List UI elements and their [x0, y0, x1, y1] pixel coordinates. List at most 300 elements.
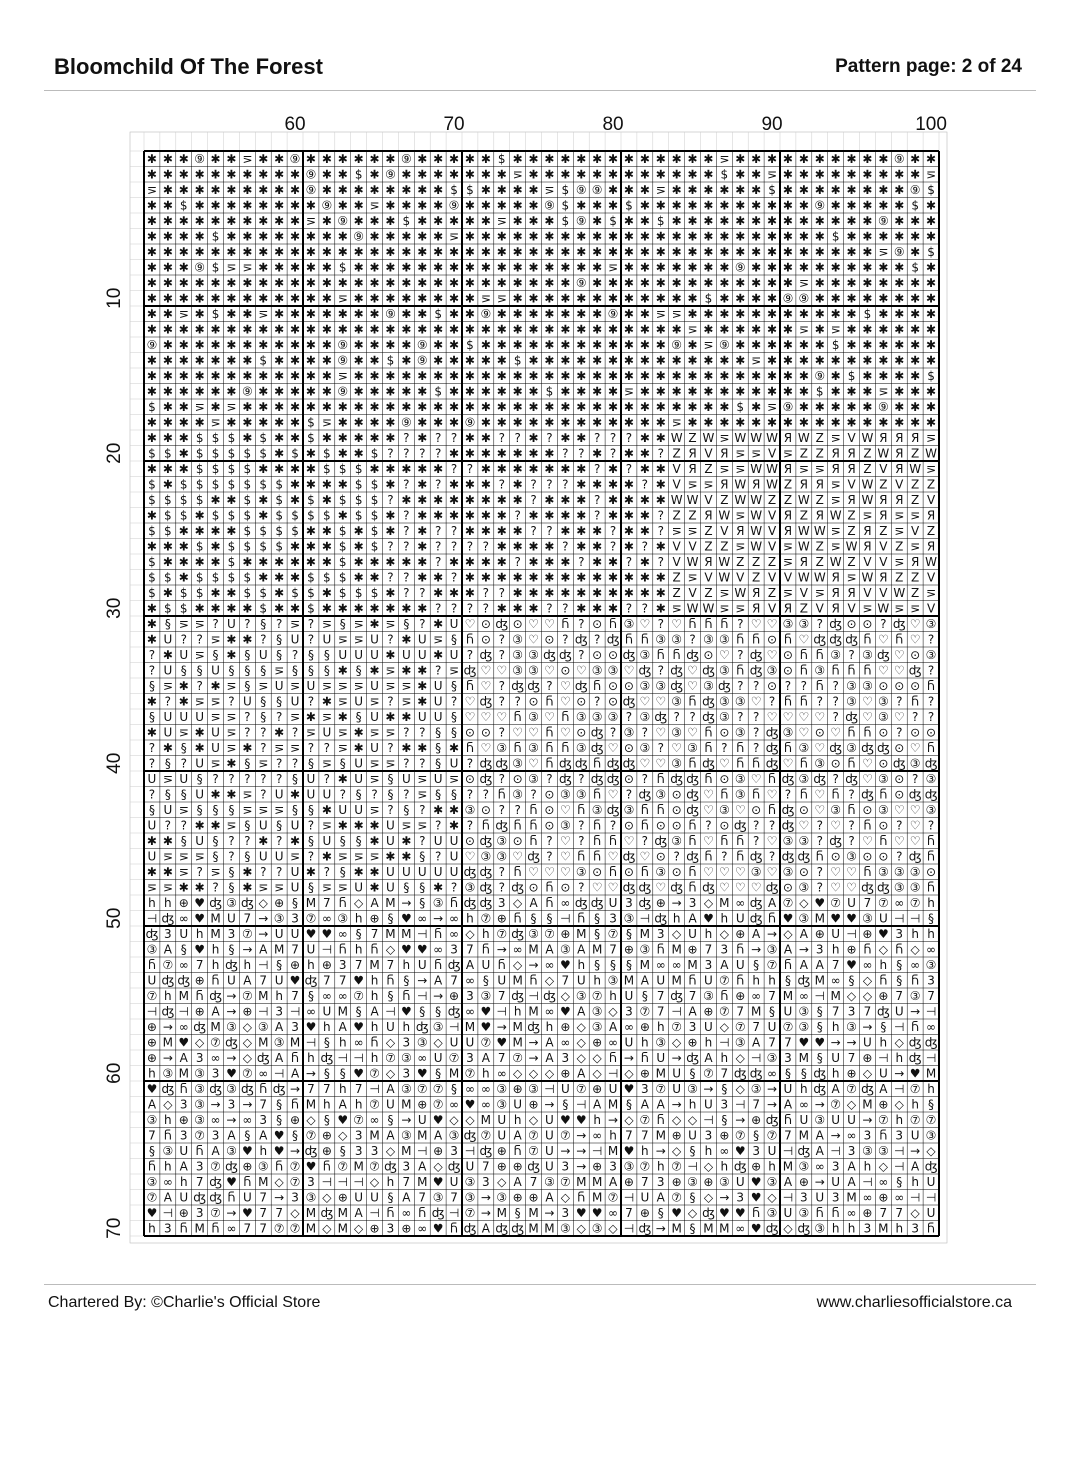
stitch-symbol: Ⴌ [657, 772, 665, 787]
stitch-symbol: ∞ [369, 1113, 380, 1128]
stitch-symbol: ⑦ [528, 1144, 539, 1159]
stitch-symbol: $ [259, 601, 268, 616]
stitch-symbol: ⊣ [544, 1082, 555, 1097]
stitch-symbol: 3 [561, 1051, 570, 1066]
stitch-symbol: $ [227, 462, 236, 477]
stitch-symbol: $ [561, 198, 570, 213]
stitch-symbol: W [702, 601, 715, 616]
stitch-symbol: Ⴌ [180, 1082, 188, 1097]
stitch-symbol: ∞ [894, 1190, 905, 1205]
stitch-symbol: ✱ [401, 322, 412, 337]
stitch-symbol: ⊙ [623, 865, 634, 880]
stitch-symbol: A [370, 896, 379, 911]
stitch-symbol: ⑨ [400, 152, 412, 167]
stitch-symbol: ⊙ [894, 679, 905, 694]
stitch-symbol: ? [403, 787, 410, 802]
stitch-symbol: ⊕ [878, 1190, 889, 1205]
stitch-symbol: Ⴌ [625, 632, 633, 647]
stitch-symbol: ? [514, 431, 521, 446]
stitch-symbol: 7 [195, 958, 204, 973]
stitch-symbol: Ⴌ [863, 725, 872, 740]
stitch-symbol: Ⴌ [736, 973, 744, 988]
stitch-symbol: ✱ [496, 539, 507, 554]
stitch-symbol: W [813, 570, 826, 585]
stitch-symbol: ✱ [178, 260, 189, 275]
stitch-symbol: ʤ [702, 1206, 715, 1221]
stitch-symbol: Ⴌ [466, 632, 474, 647]
stitch-symbol: M [401, 1144, 412, 1159]
stitch-symbol: → [671, 1051, 682, 1066]
stitch-symbol: ⊣ [894, 1144, 905, 1159]
stitch-symbol: M [194, 1221, 205, 1236]
stitch-symbol: Я [751, 586, 761, 601]
stitch-symbol: Z [895, 570, 904, 585]
stitch-symbol: ✱ [623, 524, 634, 539]
stitch-symbol: § [451, 679, 458, 694]
stitch-symbol: ✱ [512, 183, 523, 198]
stitch-symbol: Ⴌ [577, 803, 585, 818]
stitch-symbol: ✱ [369, 617, 380, 632]
stitch-symbol: U [545, 1159, 554, 1174]
stitch-symbol: U [274, 849, 284, 864]
stitch-symbol: ⋝ [735, 508, 746, 523]
stitch-symbol: M [401, 927, 412, 942]
stitch-symbol: ③ [496, 834, 508, 849]
stitch-symbol: ʤ [813, 1082, 827, 1097]
stitch-symbol: § [451, 1082, 458, 1097]
stitch-symbol: ✱ [162, 183, 173, 198]
stitch-symbol: ʤ [622, 849, 636, 864]
stitch-symbol: ♡ [544, 617, 555, 632]
stitch-symbol: ? [689, 632, 696, 647]
stitch-symbol: ✱ [401, 353, 412, 368]
stitch-symbol: ? [450, 524, 458, 539]
stitch-symbol: ? [450, 694, 458, 709]
stitch-symbol: ✱ [242, 338, 253, 353]
stitch-symbol: ✱ [623, 214, 634, 229]
stitch-symbol: ✱ [210, 555, 221, 570]
stitch-symbol: h [164, 989, 172, 1004]
stitch-symbol: $ [338, 586, 347, 601]
stitch-symbol: M [528, 1221, 539, 1236]
stitch-symbol: ✱ [576, 152, 587, 167]
stitch-symbol: ✱ [814, 338, 825, 353]
stitch-symbol: ③ [671, 725, 683, 740]
stitch-symbol: ʤ [892, 617, 906, 632]
stitch-symbol: § [164, 787, 171, 802]
stitch-symbol: ◇ [465, 1113, 475, 1128]
stitch-symbol: ʤ [527, 1020, 540, 1035]
stitch-symbol: A [608, 1175, 618, 1190]
stitch-symbol: ✱ [894, 415, 905, 430]
stitch-symbol: Ⴌ [370, 1035, 379, 1050]
stitch-symbol: ✱ [417, 307, 428, 322]
stitch-symbol: ✱ [592, 477, 603, 492]
stitch-symbol: Z [815, 493, 824, 508]
stitch-symbol: ⑦ [369, 1097, 380, 1112]
stitch-symbol: Ⴌ [577, 1190, 585, 1205]
stitch-symbol: ③ [718, 803, 730, 818]
stitch-symbol: ✱ [274, 322, 285, 337]
stitch-symbol: Ⴌ [831, 1206, 840, 1221]
stitch-symbol: ◇ [544, 973, 555, 988]
stitch-symbol: ✱ [258, 245, 269, 260]
stitch-symbol: ✱ [814, 245, 825, 260]
stitch-symbol: ③ [846, 694, 857, 709]
stitch-symbol: ✱ [433, 586, 444, 601]
stitch-symbol: ⊣ [417, 1144, 428, 1159]
stitch-symbol: U [147, 849, 157, 864]
stitch-symbol: ✱ [194, 307, 205, 322]
stitch-symbol: ⊙ [576, 725, 587, 740]
stitch-symbol: $ [307, 570, 315, 585]
stitch-symbol: ③ [925, 617, 937, 632]
stitch-symbol: ◇ [560, 1190, 570, 1205]
stitch-symbol: ✱ [369, 229, 380, 244]
stitch-symbol: ✱ [655, 462, 666, 477]
stitch-symbol: ✱ [639, 353, 650, 368]
stitch-symbol: ✱ [274, 276, 285, 291]
stitch-symbol: ? [752, 818, 760, 833]
stitch-symbol: U [910, 1128, 920, 1143]
stitch-symbol: A [640, 1097, 649, 1112]
stitch-symbol: Ⴌ [879, 973, 888, 988]
stitch-symbol: ⋝ [417, 787, 428, 802]
stitch-symbol: ʤ [797, 849, 811, 864]
stitch-symbol: ✱ [290, 601, 301, 616]
stitch-symbol: ③ [830, 803, 842, 818]
stitch-symbol: ✱ [703, 415, 714, 430]
stitch-symbol: ∞ [512, 942, 523, 957]
stitch-symbol: ⑨ [893, 245, 905, 260]
stitch-symbol: ♥ [750, 1221, 762, 1236]
stitch-symbol: ✱ [194, 369, 205, 384]
stitch-symbol: ✱ [353, 338, 364, 353]
stitch-symbol: ◇ [433, 1159, 443, 1174]
stitch-symbol: ? [562, 446, 569, 461]
stitch-symbol: ✱ [353, 539, 364, 554]
stitch-symbol: 7 [784, 1128, 792, 1143]
stitch-symbol: ✱ [798, 338, 809, 353]
stitch-symbol: ③ [528, 1082, 539, 1097]
stitch-symbol: ✱ [608, 555, 619, 570]
stitch-symbol: Я [863, 524, 872, 539]
stitch-symbol: ③ [512, 663, 524, 678]
stitch-symbol: Ⴌ [259, 1082, 267, 1097]
stitch-symbol: ∞ [608, 1035, 619, 1050]
stitch-symbol: 3 [450, 1144, 458, 1159]
stitch-symbol: ✱ [385, 338, 396, 353]
stitch-symbol: 3 [275, 1004, 283, 1019]
stitch-symbol: M [576, 927, 587, 942]
stitch-symbol: M [528, 1206, 539, 1221]
stitch-symbol: ⊙ [671, 787, 682, 802]
stitch-symbol: ? [307, 617, 315, 632]
stitch-symbol: ③ [718, 632, 730, 647]
stitch-symbol: ⋝ [242, 803, 253, 818]
stitch-symbol: ⋝ [782, 586, 793, 601]
stitch-symbol: ◇ [528, 1066, 539, 1081]
stitch-symbol: M [496, 1206, 507, 1221]
stitch-symbol: $ [831, 229, 840, 244]
stitch-symbol: ◇ [338, 1128, 348, 1143]
stitch-symbol: ✱ [449, 415, 460, 430]
stitch-symbol: ∞ [417, 1221, 428, 1236]
stitch-symbol: Ⴌ [704, 725, 713, 740]
stitch-symbol: ✱ [274, 446, 285, 461]
stitch-symbol: ✱ [226, 756, 237, 771]
stitch-symbol: ? [244, 710, 251, 725]
stitch-symbol: ✱ [798, 307, 809, 322]
stitch-symbol: A [513, 1128, 522, 1143]
stitch-symbol: ✱ [258, 152, 269, 167]
stitch-symbol: ✱ [512, 260, 523, 275]
stitch-symbol: ✱ [846, 245, 857, 260]
stitch-symbol: ? [721, 741, 728, 756]
stitch-symbol: h [927, 1082, 935, 1097]
stitch-symbol: ⊕ [878, 1097, 889, 1112]
stitch-symbol: M [639, 958, 651, 973]
stitch-symbol: ✱ [719, 183, 730, 198]
stitch-symbol: ♡ [559, 725, 571, 740]
stitch-symbol: ✱ [178, 446, 189, 461]
stitch-symbol: Ⴌ [609, 865, 617, 880]
stitch-symbol: ? [625, 431, 633, 446]
stitch-symbol: ✱ [703, 229, 714, 244]
stitch-symbol: 7 [243, 911, 252, 926]
stitch-symbol: ⑦ [671, 1020, 683, 1035]
stitch-symbol: ✱ [321, 338, 332, 353]
stitch-symbol: ✱ [655, 570, 666, 585]
stitch-symbol: ✱ [846, 167, 857, 182]
stitch-symbol: ∞ [464, 973, 475, 988]
stitch-symbol: V [767, 539, 777, 554]
stitch-symbol: ⋝ [862, 508, 873, 523]
stitch-symbol: ∞ [464, 1082, 475, 1097]
stitch-symbol: ⋝ [401, 818, 412, 833]
stitch-symbol: ⊣ [830, 1144, 841, 1159]
stitch-symbol: $ [195, 586, 204, 601]
stitch-symbol: Ⴌ [863, 663, 872, 678]
stitch-symbol: ⊙ [878, 756, 889, 771]
stitch-symbol: U [306, 772, 316, 787]
stitch-symbol: ʤ [861, 787, 874, 802]
stitch-symbol: h [354, 911, 363, 926]
stitch-symbol: ✱ [210, 369, 221, 384]
stitch-symbol: ✱ [592, 384, 603, 399]
stitch-symbol: § [148, 1144, 155, 1159]
stitch-symbol: ⋝ [671, 307, 682, 322]
stitch-symbol: ③ [607, 710, 619, 725]
stitch-symbol: ✱ [878, 167, 889, 182]
stitch-symbol: ♡ [703, 865, 714, 880]
stitch-symbol: 3 [688, 1020, 697, 1035]
stitch-symbol: ♥ [353, 1066, 365, 1081]
stitch-symbol: ʤ [892, 756, 906, 771]
stitch-symbol: ✱ [512, 152, 523, 167]
stitch-symbol: Я [751, 477, 761, 492]
stitch-symbol: 7 [768, 1035, 776, 1050]
stitch-symbol: ʤ [447, 1159, 461, 1174]
stitch-symbol: V [926, 493, 936, 508]
stitch-symbol: ⑦ [480, 1035, 492, 1050]
stitch-symbol: ✱ [767, 338, 778, 353]
stitch-symbol: ʤ [813, 632, 827, 647]
stitch-symbol: ? [212, 772, 219, 787]
stitch-symbol: ⑨ [353, 229, 365, 244]
stitch-symbol: ? [657, 446, 664, 461]
stitch-symbol: ⊕ [194, 1004, 205, 1019]
stitch-symbol: h [831, 942, 840, 957]
stitch-symbol: V [672, 539, 681, 554]
stitch-symbol: ✱ [226, 493, 237, 508]
stitch-symbol: ✱ [242, 601, 253, 616]
stitch-symbol: 3 [227, 1097, 236, 1112]
stitch-symbol: ✱ [321, 431, 332, 446]
stitch-symbol: M [830, 989, 841, 1004]
stitch-symbol: V [672, 477, 681, 492]
stitch-symbol: → [608, 1113, 619, 1128]
stitch-symbol: § [244, 849, 251, 864]
stitch-symbol: ✱ [480, 555, 491, 570]
stitch-symbol: ✱ [894, 400, 905, 415]
stitch-symbol: ♥ [226, 1175, 237, 1190]
stitch-symbol: W [829, 508, 842, 523]
stitch-symbol: ✱ [608, 400, 619, 415]
stitch-symbol: Ⴌ [386, 973, 395, 988]
stitch-symbol: h [513, 1004, 522, 1019]
stitch-symbol: ⊙ [560, 880, 571, 895]
stitch-symbol: ⊕ [846, 942, 857, 957]
stitch-symbol: A [370, 1004, 379, 1019]
stitch-symbol: ♥ [400, 1004, 412, 1019]
stitch-symbol: ✱ [910, 167, 921, 182]
stitch-symbol: ♡ [623, 663, 635, 678]
stitch-symbol: U [227, 973, 236, 988]
stitch-symbol: ✱ [528, 508, 539, 523]
stitch-symbol: ✱ [639, 245, 650, 260]
stitch-symbol: ⊙ [512, 834, 523, 849]
stitch-symbol: ✱ [162, 539, 173, 554]
stitch-symbol: ⋝ [369, 849, 380, 864]
stitch-symbol: ✱ [242, 291, 253, 306]
stitch-symbol: ✱ [798, 245, 809, 260]
stitch-symbol: ⋝ [480, 291, 491, 306]
stitch-symbol: ? [148, 663, 156, 678]
stitch-symbol: ⑦ [432, 1097, 444, 1112]
stitch-symbol: ✱ [449, 508, 460, 523]
stitch-symbol: ③ [718, 694, 730, 709]
stitch-symbol: ⋝ [258, 679, 269, 694]
stitch-symbol: ⋝ [687, 322, 698, 337]
stitch-symbol: $ [609, 214, 617, 229]
stitch-symbol: ✱ [385, 276, 396, 291]
stitch-symbol: § [594, 958, 601, 973]
stitch-symbol: ③ [305, 1190, 317, 1205]
stitch-symbol: → [401, 1113, 412, 1128]
stitch-symbol: ʤ [749, 648, 763, 663]
stitch-symbol: ∞ [162, 1175, 173, 1190]
stitch-symbol: Я [720, 477, 729, 492]
stitch-symbol: ③ [687, 741, 698, 756]
stitch-symbol: Ⴌ [879, 1128, 888, 1143]
stitch-symbol: ✱ [926, 400, 937, 415]
stitch-symbol: ⑨ [337, 353, 349, 368]
stitch-symbol: ✱ [353, 276, 364, 291]
stitch-symbol: $ [164, 524, 172, 539]
stitch-symbol: ⋝ [274, 803, 285, 818]
stitch-symbol: ✱ [258, 260, 269, 275]
stitch-symbol: ✱ [846, 198, 857, 213]
stitch-symbol: ? [498, 679, 505, 694]
stitch-symbol: ✱ [671, 322, 682, 337]
stitch-symbol: $ [323, 446, 331, 461]
stitch-symbol: ⋝ [290, 849, 301, 864]
stitch-symbol: ʤ [638, 1221, 652, 1236]
stitch-symbol: ∞ [178, 958, 189, 973]
stitch-symbol: ✱ [449, 477, 460, 492]
stitch-symbol: ✱ [639, 508, 650, 523]
stitch-symbol: ✱ [592, 167, 603, 182]
stitch-symbol: ✱ [369, 818, 380, 833]
stitch-symbol: ? [927, 818, 935, 833]
stitch-symbol: Ⴌ [863, 818, 872, 833]
stitch-symbol: ♥ [337, 1113, 349, 1128]
stitch-symbol: ③ [528, 741, 539, 756]
stitch-symbol: Ⴌ [529, 818, 538, 833]
stitch-symbol: Ⴌ [593, 818, 601, 833]
stitch-symbol: ✱ [194, 183, 205, 198]
stitch-symbol: ✱ [910, 291, 921, 306]
stitch-symbol: Ⴌ [657, 803, 665, 818]
stitch-symbol: Ⴌ [339, 896, 347, 911]
stitch-symbol: Z [895, 539, 904, 554]
stitch-symbol: ③ [798, 834, 810, 849]
stitch-symbol: ♡ [464, 617, 476, 632]
stitch-symbol: Ⴌ [720, 617, 729, 632]
stitch-symbol: ⋝ [401, 694, 412, 709]
stitch-symbol: ◇ [242, 1051, 252, 1066]
stitch-symbol: Ⴌ [879, 787, 888, 802]
stitch-symbol: § [594, 927, 601, 942]
stitch-symbol: ✱ [655, 229, 666, 244]
stitch-symbol: ⑦ [671, 1190, 683, 1205]
stitch-symbol: M [369, 1128, 380, 1143]
stitch-symbol: → [576, 1128, 587, 1143]
stitch-symbol: ✱ [290, 431, 301, 446]
stitch-symbol: ♥ [432, 1175, 444, 1190]
stitch-symbol: ♡ [798, 710, 810, 725]
stitch-symbol: ∞ [417, 911, 428, 926]
stitch-symbol: Ⴌ [688, 880, 697, 895]
stitch-symbol: ? [291, 725, 299, 740]
stitch-symbol: 3 [402, 1066, 411, 1081]
stitch-symbol: Z [672, 570, 681, 585]
stitch-symbol: ③ [862, 1144, 873, 1159]
stitch-symbol: ③ [194, 1066, 206, 1081]
stitch-symbol: W [797, 570, 810, 585]
stitch-symbol: ③ [496, 1190, 508, 1205]
stitch-symbol: ʤ [225, 1035, 238, 1050]
stitch-symbol: U [227, 911, 236, 926]
stitch-symbol: U [274, 787, 284, 802]
stitch-symbol: W [766, 462, 778, 477]
stitch-symbol: Ⴌ [323, 1159, 331, 1174]
stitch-symbol: ⊣ [878, 1051, 889, 1066]
stitch-symbol: ③ [687, 1175, 698, 1190]
stitch-symbol: 3 [466, 989, 474, 1004]
stitch-symbol: ✱ [528, 152, 539, 167]
